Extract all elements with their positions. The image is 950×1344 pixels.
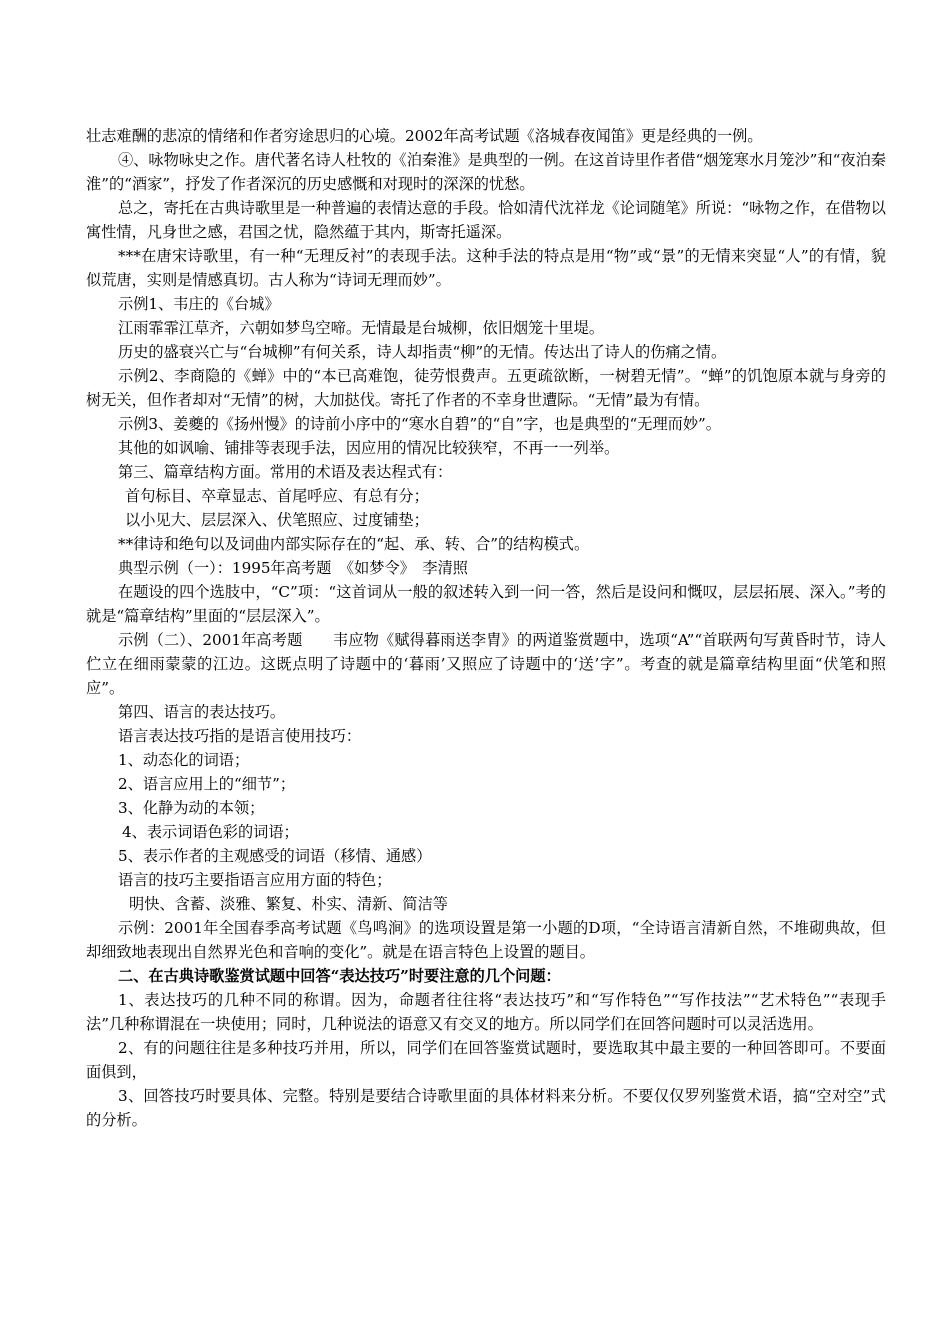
document-body xyxy=(86,124,886,1132)
paragraph: 在题设的四个选肢中，“C”项：“这首词从一般的叙述转入到一问一答，然后是设问和慨叹，层层拓展、深入。”考的就是“篇章结构”里面的“层层深入”。 xyxy=(86,583,886,625)
poem-text: 江雨霏霏江草齐，六朝如梦鸟空啼。无情最是台城柳，依旧烟笼十里堤。 xyxy=(118,319,604,337)
paragraph: 示例（二）、2001年高考题 韦应物《赋得暮雨送李胄》的两道鉴赏题中，选项“A”“首联两句写黄昏时节，诗人伫立在细雨蒙蒙的江边。这既点明了诗题中的‘暮雨’又照应了诗题中的‘送’字”。考查的就是篇章结构里面“伏笔和照应”。 xyxy=(86,631,886,697)
section-heading: 第四、语言的表达技巧。 xyxy=(118,703,286,721)
list-item: 2、语言应用上的“细节”； xyxy=(118,775,296,793)
paragraph: **律诗和绝句以及词曲内部实际存在的“起、承、转、合”的结构模式。 xyxy=(118,535,590,553)
paragraph: 语言的技巧主要指语言应用方面的特色； xyxy=(118,871,392,889)
paragraph: ④、咏物咏史之作。唐代著名诗人杜牧的《泊秦淮》是典型的一例。在这首诗里作者借“烟笼寒水月笼沙”和“夜泊秦淮”的“酒家”，抒发了作者深沉的历史感慨和对现时的深深的忧愁。 xyxy=(86,151,886,193)
example-heading: 示例1、韦庄的《台城》 xyxy=(118,295,280,313)
paragraph: ***在唐宋诗歌里，有一种“无理反衬”的表现手法。这种手法的特点是用“物”或“景”的无情来突显“人”的有情，貌似荒唐，实则是情感真切。古人称为“诗词无理而妙”。 xyxy=(86,247,886,289)
bold-section-heading: 二、在古典诗歌鉴赏试题中回答“表达技巧”时要注意的几个问题： xyxy=(118,967,561,985)
section-heading: 第三、篇章结构方面。常用的术语及表达程式有： xyxy=(118,463,453,481)
paragraph: 示例2、李商隐的《蝉》中的“本已高难饱，徒劳恨费声。五更疏欲断，一树碧无情”。“蝉”的饥饱原本就与身旁的树无关，但作者却对“无情”的树，大加挞伐。寄托了作者的不幸身世遭际。“无情”最为有情。 xyxy=(86,367,886,409)
paragraph: 2、有的问题往往是多种技巧并用，所以，同学们在回答鉴赏试题时，要选取其中最主要的一种回答即可。不要面面俱到， xyxy=(86,1039,886,1081)
paragraph: 示例：2001年全国春季高考试题《鸟鸣涧》的选项设置是第一小题的D项，“全诗语言清新自然，不堆砌典故，但却细致地表现出自然界光色和音响的变化”。就是在语言特色上设置的题目。 xyxy=(86,919,886,961)
example-heading: 典型示例（一）：1995年高考题 《如梦令》 李清照 xyxy=(118,559,468,577)
list-item: 4、表示词语色彩的词语； xyxy=(122,823,299,841)
paragraph: 示例3、姜夔的《扬州慢》的诗前小序中的“寒水自碧”的“自”字，也是典型的“无理而妙”。 xyxy=(118,415,721,433)
term-list-line: 首句标目、卒章显志、首尾呼应、有总有分； xyxy=(125,487,429,505)
paragraph: 语言表达技巧指的是语言使用技巧： xyxy=(118,727,361,745)
paragraph: 1、表达技巧的几种不同的称谓。因为，命题者往往将“表达技巧”和“写作特色”“写作技法”“艺术特色”“表现手法”几种称谓混在一块使用；同时，几种说法的语意又有交叉的地方。所以同学们在回答问题时可以灵活选用。 xyxy=(86,991,886,1033)
paragraph: 其他的如讽喻、铺排等表现手法，因应用的情况比较狭窄，不再一一列举。 xyxy=(118,439,620,457)
paragraph: 总之，寄托在古典诗歌里是一种普遍的表情达意的手段。恰如清代沈祥龙《论词随笔》所说：“咏物之作，在借物以寓性情，凡身世之感，君国之忧，隐然蕴于其内，斯寄托遥深。 xyxy=(86,199,886,241)
list-item: 3、化静为动的本领； xyxy=(118,799,265,817)
paragraph: 壮志难酬的悲凉的情绪和作者穷途思归的心境。2002年高考试题《洛城春夜闻笛》更是经典的一例。 xyxy=(86,127,763,145)
paragraph: 历史的盛衰兴亡与“台城柳”有何关系，诗人却指责“柳”的无情。传达出了诗人的伤痛之情。 xyxy=(118,343,727,361)
list-item: 5、表示作者的主观感受的词语（移情、通感） xyxy=(118,847,432,865)
term-list-line: 明快、含蓄、淡雅、繁复、朴实、清新、简洁等 xyxy=(129,895,448,913)
paragraph: 3、回答技巧时要具体、完整。特别是要结合诗歌里面的具体材料来分析。不要仅仅罗列鉴赏术语，搞“空对空”式的分析。 xyxy=(86,1087,886,1129)
list-item: 1、动态化的词语； xyxy=(118,751,250,769)
term-list-line: 以小见大、层层深入、伏笔照应、过度铺垫； xyxy=(125,511,429,529)
